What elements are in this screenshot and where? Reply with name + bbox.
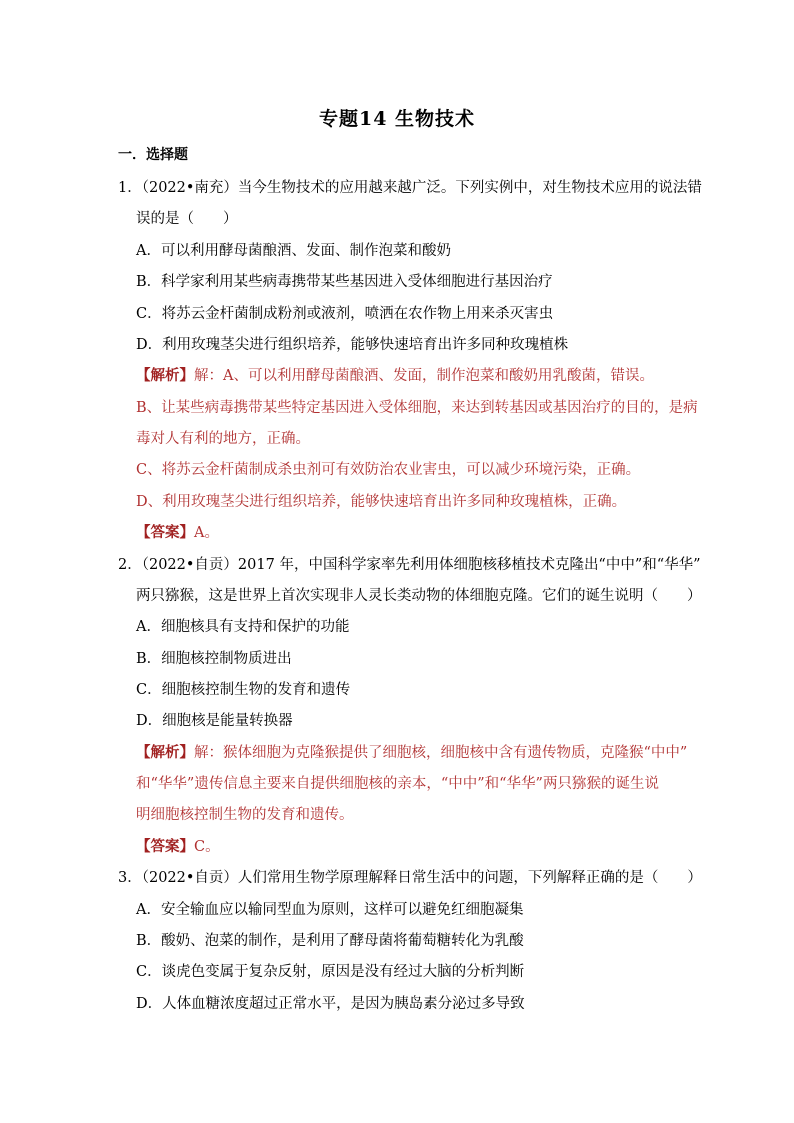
q2-answer-tag: 【答案】: [136, 838, 194, 855]
q1-analysis-line5: D、利用玫瑰茎尖进行组织培养，能够快速培育出许多同种玫瑰植株，正确。: [136, 494, 627, 510]
q1-analysis-line1: [136, 366, 654, 386]
q1-analysis-text1: 解：A、可以利用酵母菌酿酒、发面，制作泡菜和酸奶用乳酸菌，错误。: [194, 368, 654, 384]
q2-answer-value: C。: [194, 839, 220, 855]
q2-option-c: C．细胞核控制生物的发育和遗传: [136, 682, 351, 698]
q2-option-a: A．细胞核具有支持和保护的功能: [136, 619, 350, 635]
q1-analysis-line2: B、让某些病毒携带某些特定基因进入受体细胞，来达到转基因或基因治疗的目的，是病: [136, 400, 698, 416]
q2-stem-line1: 2．（2022•自贡）2017 年，中国科学家率先利用体细胞核移植技术克隆出“中中”和“华华”: [118, 557, 701, 573]
q2-analysis-line3: 明细胞核控制生物的发育和遗传。: [136, 807, 354, 823]
q3-option-d: D．人体血糖浓度超过正常水平，是因为胰岛素分泌过多导致: [136, 996, 525, 1012]
q1-analysis-tag: 【解析】: [136, 367, 194, 384]
page-title: 专题14 生物技术: [318, 108, 476, 130]
q3-option-c: C．谈虎色变属于复杂反射，原因是没有经过大脑的分析判断: [136, 964, 525, 980]
q3-stem-line1: 3．（2022•自贡）人们常用生物学原理解释日常生活中的问题，下列解释正确的是（ ）: [118, 870, 702, 886]
q2-option-d: D．细胞核是能量转换器: [136, 713, 293, 729]
q1-option-d: D．利用玫瑰茎尖进行组织培养，能够快速培育出许多同种玫瑰植株: [136, 337, 569, 353]
q1-answer-line: [136, 523, 219, 543]
q3-option-b: B．酸奶、泡菜的制作，是利用了酵母菌将葡萄糖转化为乳酸: [136, 933, 524, 949]
q2-analysis-line2: 和“华华”遗传信息主要来自提供细胞核的亲本，“中中”和“华华”两只猕猴的诞生说: [136, 776, 659, 792]
q1-stem-line2: 误的是（ ）: [136, 211, 238, 227]
q2-analysis-line1: [136, 743, 687, 763]
q1-option-a: A．可以利用酵母菌酿酒、发面、制作泡菜和酸奶: [136, 243, 451, 259]
section-heading: 一．选择题: [118, 147, 188, 163]
q2-analysis-text1: 解：猴体细胞为克隆猴提供了细胞核，细胞核中含有遗传物质，克隆猴“中中”: [194, 745, 688, 761]
q2-option-b: B．细胞核控制物质进出: [136, 651, 292, 667]
q1-answer-value: A。: [194, 525, 219, 541]
q1-stem-line1: 1．（2022•南充）当今生物技术的应用越来越广泛。下列实例中，对生物技术应用的说法错: [118, 180, 702, 196]
q2-analysis-tag: 【解析】: [136, 744, 194, 761]
q1-analysis-line3: 毒对人有利的地方，正确。: [136, 431, 310, 447]
q1-answer-tag: 【答案】: [136, 524, 194, 541]
q3-option-a: A．安全输血应以输同型血为原则，这样可以避免红细胞凝集: [136, 902, 524, 918]
q2-answer-line: [136, 837, 220, 857]
q1-analysis-line4: C、将苏云金杆菌制成杀虫剂可有效防治农业害虫，可以减少环境污染，正确。: [136, 462, 641, 478]
q2-stem-line2: 两只猕猴，这是世界上首次实现非人灵长类动物的体细胞克隆。它们的诞生说明（ ）: [136, 588, 702, 604]
q1-option-c: C．将苏云金杆菌制成粉剂或液剂，喷洒在农作物上用来杀灭害虫: [136, 306, 554, 322]
q1-option-b: B．科学家利用某些病毒携带某些基因进入受体细胞进行基因治疗: [136, 274, 553, 290]
